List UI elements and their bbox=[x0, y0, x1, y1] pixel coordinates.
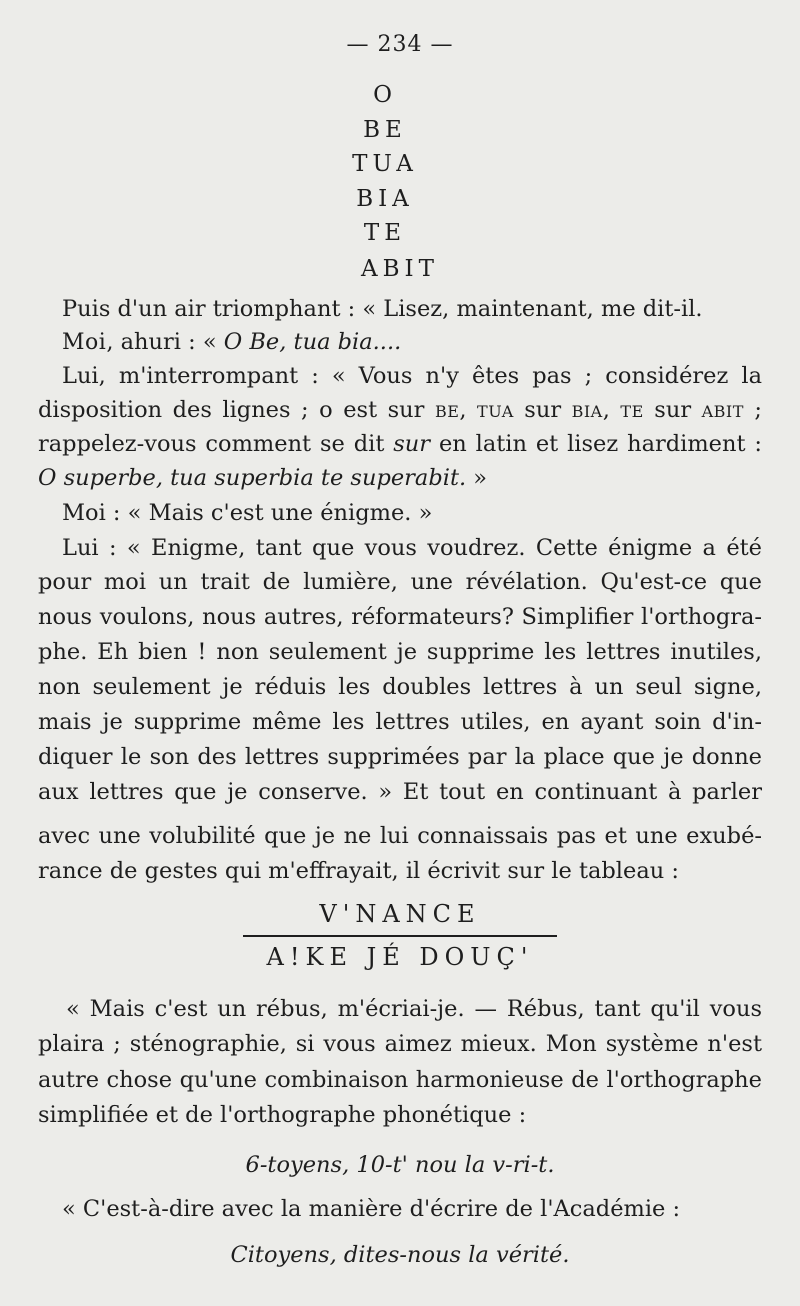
page-number: — 234 — bbox=[346, 32, 454, 57]
acrostic-line: ABIT bbox=[361, 256, 439, 282]
small-caps-run: BE bbox=[434, 402, 460, 421]
paragraph-line: pour moi un trait de lumière, une révélation. Qu'est-ce que bbox=[38, 569, 762, 595]
text-run: sur bbox=[513, 397, 572, 423]
p2-italic: O Be, tua bia.... bbox=[223, 329, 402, 355]
paragraph-line: aux lettres que je conserve. » Et tout en continuant à parler bbox=[38, 779, 762, 805]
p3-l1: , m'interrompant : « Vous n'y êtes pas ; considérez la bbox=[98, 363, 762, 389]
p1-text: Puis d'un air triomphant : « Lisez, maintenant, me dit-il. bbox=[62, 296, 703, 322]
phonetic-formula bbox=[0, 1148, 800, 1182]
speaker-lui: Lui bbox=[62, 535, 99, 561]
paragraph-line bbox=[62, 325, 762, 360]
text-run: disposition des lignes ; o est sur bbox=[38, 397, 435, 423]
paragraph-line bbox=[62, 496, 762, 530]
acrostic-line: O bbox=[373, 82, 397, 108]
italic-run: O superbe, tua superbia te superabit. bbox=[38, 465, 467, 491]
rebus-rule bbox=[243, 935, 557, 937]
paragraph-line: autre chose qu'une combinaison harmonieuse de l'orthographe bbox=[38, 1067, 762, 1093]
acrostic-line: TE bbox=[363, 220, 407, 246]
speaker-lui: Lui bbox=[62, 363, 99, 389]
text-run: : « Mais c'est une énigme. » bbox=[105, 500, 433, 526]
paragraph-line: mais je supprime même les lettres utiles, en ayant soin d'in- bbox=[38, 709, 762, 735]
paragraph-line: rance de gestes qui m'effrayait, il écrivit sur le tableau : bbox=[38, 858, 679, 884]
paragraph-line: phe. Eh bien ! non seulement je supprime les lettres inutiles, bbox=[38, 639, 762, 665]
small-caps-run: BIA bbox=[571, 402, 603, 421]
paragraph-line: non seulement je réduis les doubles lettres à un seul signe, bbox=[38, 674, 762, 700]
paragraph-line bbox=[62, 359, 762, 393]
text-run: ; bbox=[743, 397, 762, 423]
text-run: : « Enigme, tant que vous voudrez. Cette énigme a été bbox=[98, 535, 762, 561]
paragraph-line: nous voulons, nous autres, réformateurs? Simplifier l'orthogra- bbox=[38, 604, 762, 630]
text-run: , bbox=[459, 397, 478, 423]
paragraph-line: simplifiée et de l'orthographe phonétique : bbox=[38, 1102, 527, 1128]
acrostic-line: TUA bbox=[352, 151, 418, 177]
rebus-top: V'NANCE bbox=[319, 900, 481, 928]
speaker-moi: Moi bbox=[62, 330, 107, 355]
paragraph-line: diquer le son des lettres supprimées par la place que je donne bbox=[38, 744, 762, 770]
paragraph-line bbox=[62, 292, 762, 326]
rebus-bottom: A!KE JÉ DOUÇ' bbox=[266, 943, 534, 971]
paragraph-line: plaira ; sténographie, si vous aimez mieux. Mon système n'est bbox=[38, 1031, 762, 1057]
p2-pre: , ahuri : « bbox=[106, 329, 224, 355]
paragraph-line: avec une volubilité que je ne lui connaissais pas et une exubé- bbox=[38, 823, 762, 849]
paragraph-line bbox=[38, 461, 762, 495]
small-caps-run: ABIT bbox=[701, 402, 744, 421]
paragraph-line bbox=[38, 393, 762, 429]
italic-run: sur bbox=[393, 431, 431, 457]
text-run: » bbox=[466, 465, 488, 491]
acrostic-line: BIA bbox=[356, 186, 414, 212]
acrostic-line: BE bbox=[363, 117, 407, 143]
small-caps-run: TE bbox=[620, 402, 644, 421]
italic-run: 6-toyens, 10-t' nou la v-ri-t. bbox=[245, 1152, 555, 1178]
text-run: , bbox=[602, 397, 621, 423]
paragraph-line: « C'est-à-dire avec la manière d'écrire de l'Académie : bbox=[62, 1196, 681, 1222]
paragraph-line bbox=[62, 531, 762, 565]
text-run: en latin et lisez hardiment : bbox=[430, 431, 762, 457]
small-caps-run: TUA bbox=[477, 402, 514, 421]
italic-run: Citoyens, dites-nous la vérité. bbox=[230, 1242, 570, 1268]
text-run: sur bbox=[643, 397, 702, 423]
speaker-moi: Moi bbox=[62, 500, 106, 526]
paragraph-line: « Mais c'est un rébus, m'écriai-je. — Rébus, tant qu'il vous bbox=[66, 996, 762, 1022]
academie-formula bbox=[0, 1238, 800, 1272]
paragraph-line bbox=[38, 427, 762, 461]
text-run: rappelez-vous comment se dit bbox=[38, 431, 394, 457]
